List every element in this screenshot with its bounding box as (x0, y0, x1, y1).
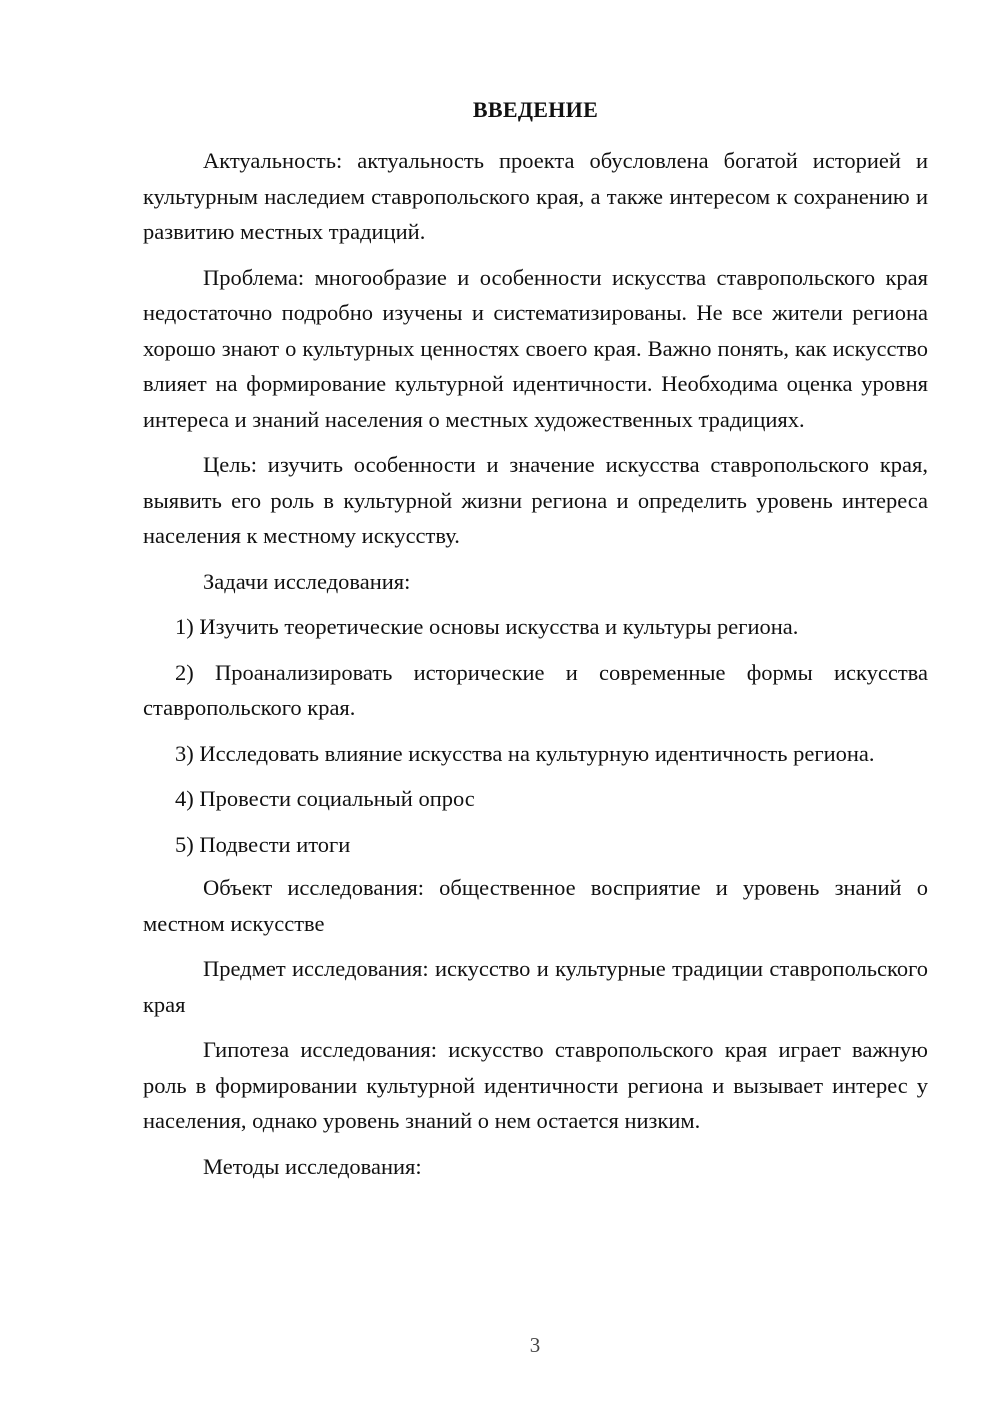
paragraph-goal: Цель: изучить особенности и значение искусства ставропольского края, выявить его роль в культурной жизни региона и определить уровень интереса населения к местному искусству. (143, 452, 928, 548)
list-item: 2) Проанализировать исторические и современные формы искусства ставропольского края. (143, 659, 928, 720)
paragraph-relevance: Актуальность: актуальность проекта обусловлена богатой историей и культурным наследием ставропольского края, а также интересом к сохранению и развитию местных традиций. (143, 148, 928, 244)
page-title: ВВЕДЕНИЕ (472, 97, 599, 122)
paragraph-hypothesis: Гипотеза исследования: искусство ставропольского края играет важную роль в формировании культурной идентичности региона и вызывает интерес у населения, однако уровень знаний о нем остается низким. (143, 1037, 928, 1133)
list-item: 4) Провести социальный опрос (175, 786, 475, 811)
list-item: 5) Подвести итоги (175, 831, 351, 857)
paragraph-object: Объект исследования: общественное восприятие и уровень знаний о местном искусстве (143, 875, 928, 936)
tasks-heading: Задачи исследования: (203, 568, 411, 594)
document-body (143, 143, 928, 1194)
methods-heading: Методы исследования: (203, 1153, 422, 1179)
list-item: 3) Исследовать влияние искусства на культурную идентичность региона. (175, 740, 875, 766)
list-item: 1) Изучить теоретические основы искусства и культуры региона. (175, 614, 799, 639)
paragraph-subject: Предмет исследования: искусство и культурные традиции ставропольского края (143, 956, 928, 1017)
paragraph-problem: Проблема: многообразие и особенности искусства ставропольского края недостаточно подробно изучены и систематизированы. Не все жители региона хорошо знают о культурных ценностях своего края. Важно понять, как искусство влияет на формирование культурной идентичности. Необходима оценка уровня интереса и знаний населения о местных художественных традициях. (143, 264, 928, 432)
page-number: 3 (529, 1333, 541, 1357)
tasks-list (143, 609, 928, 862)
